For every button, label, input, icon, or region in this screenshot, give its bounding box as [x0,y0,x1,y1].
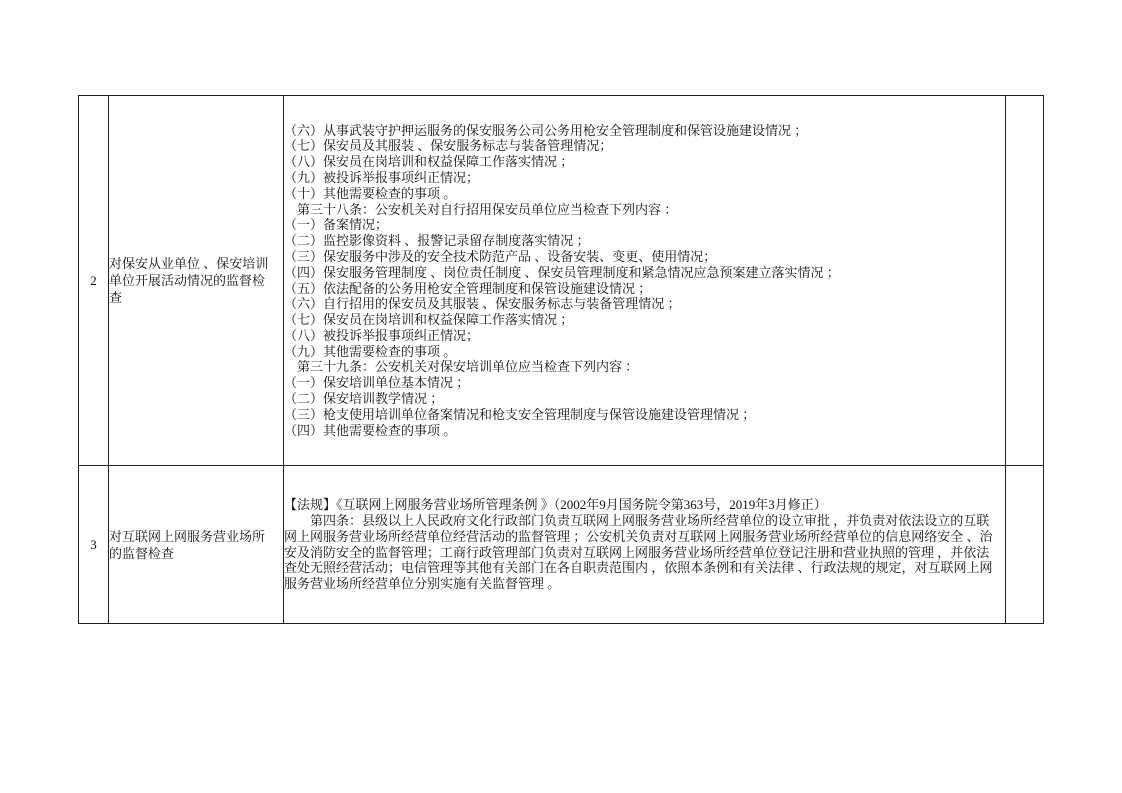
text-line: （三）保安服务中涉及的安全技术防范产品 、设备安装、变更、使用情况； [284,248,717,264]
text-line: （二）保安培训教学情况 ； [284,391,444,407]
text-line: 查 [109,290,123,305]
text-line: 的监督检查 [109,545,175,561]
row-number-cell: 2 [79,96,109,466]
text-line: 安及消防安全的监督管理；工商行政管理部门负责对互联网上网服务营业场所经营单位登记注册和营业执照的管理 ，并依法 [284,544,990,560]
row-number-cell: 3 [79,466,109,624]
row-spare-cell [1006,96,1044,466]
row-title-cell [109,466,284,624]
table-row [79,96,1044,466]
text-line: （七）保安员在岗培训和权益保障工作落实情况 ； [284,312,574,328]
text-line: 查处无照经营活动；电信管理等其他有关部门在各自职责范围内 ，依照本条例和有关法律 、行政法规的规定，对互联网上网 [284,560,993,576]
text-line: （一）备案情况； [284,217,389,233]
text-line: （二）监控影像资料 、报警记录留存制度落实情况 ； [284,233,590,249]
text-line: 网上网服务营业场所经营单位经营活动的监督管理 ；公安机关负责对互联网上网服务营业场所经营单位的信息网络安全 、治 [284,528,993,544]
text-line: （六）自行招用的保安员及其服装 、保安服务标志与装备管理情况 ； [284,296,681,312]
row-content-cell [284,466,1006,624]
text-line: （九）被投诉举报事项纠正情况； [284,169,480,185]
text-line: （八）被投诉举报事项纠正情况； [284,327,480,343]
row-spare-cell [1006,466,1044,624]
text-line: （一）保安培训单位基本情况 ； [284,375,470,391]
text-line: 【法规】《互联网上网服务营业场所管理条例 》（2002年9月国务院令第363号，2019年3月修正） [284,497,827,513]
table-row [79,466,1044,624]
text-line: 对保安从业单位 、保安培训 [109,256,269,271]
text-line: （六）从事武装守护押运服务的保安服务公司公务用枪安全管理制度和保管设施建设情况 ； [284,122,808,138]
text-line: 第三十八条：公安机关对自行招用保安员单位应当检查下列内容 ： [284,201,678,217]
text-line: 第三十九条：公安机关对保安培训单位应当检查下列内容 ： [284,359,639,375]
row-title-cell [109,96,284,466]
text-line: （三）枪支使用培训单位备案情况和枪支安全管理制度与保管设施建设管理情况 ； [284,406,756,422]
text-line: 单位开展活动情况的监督检 [109,273,266,288]
text-line: （四）其他需要检查的事项 。 [284,422,457,438]
text-line: （九）其他需要检查的事项 。 [284,343,457,359]
text-line: 服务营业场所经营单位分别实施有关监督管理 。 [284,576,561,592]
text-line: 第四条：县级以上人民政府文化行政部门负责互联网上网服务营业场所经营单位的设立审批 ，并负责对依法设立的互联 [284,512,990,528]
text-line: （四）保安服务管理制度 、岗位责任制度 、保安员管理制度和紧急情况应急预案建立落实情况 ； [284,264,840,280]
text-line: （七）保安员及其服装 、保安服务标志与装备管理情况； [284,138,613,154]
row-content-cell [284,96,1006,466]
supervision-items-table [78,95,1044,624]
text-line: （十）其他需要检查的事项 。 [284,185,457,201]
text-line: 对互联网上网服务营业场所 [109,528,266,544]
text-line: （五）依法配备的公务用枪安全管理制度和保管设施建设情况 ； [284,280,652,296]
text-line: （八）保安员在岗培训和权益保障工作落实情况 ； [284,154,574,170]
